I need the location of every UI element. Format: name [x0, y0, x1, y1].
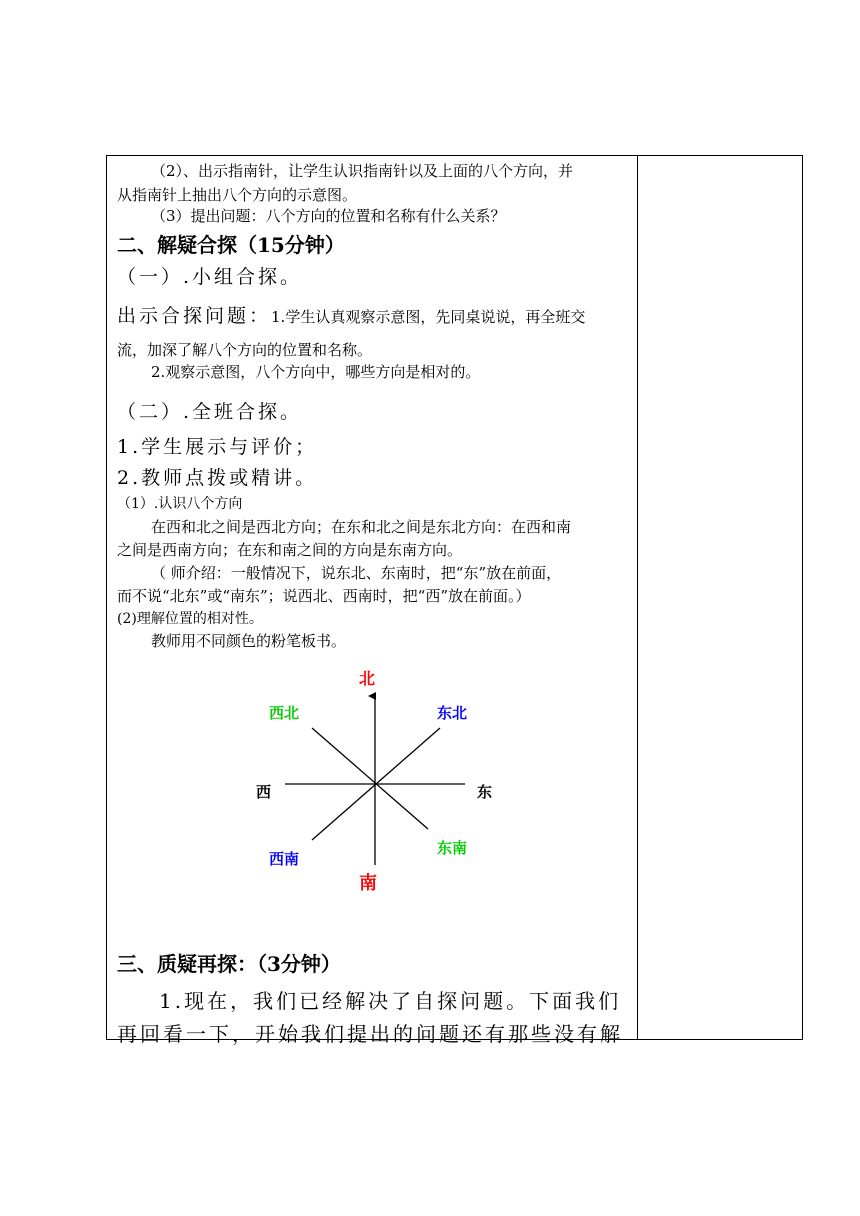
paragraph-review-2: 再回看一下，开始我们提出的问题还有那些没有解 [117, 1022, 623, 1046]
subheading-group-discussion: （一）.小组合探。 [117, 266, 303, 288]
text-directions-1: 在西和北之间是西北方向；在东和北之间是东北方向：在西和南 [151, 518, 572, 536]
text-chalk: 教师用不同颜色的粉笔板书。 [151, 632, 347, 650]
question-block [117, 301, 585, 328]
label-northeast: 东北 [437, 704, 468, 722]
column-divider [637, 156, 638, 1039]
label-south: 南 [359, 873, 377, 894]
text-note-1: （ 师介绍：一般情况下，说东北、东南时，把“东”放在前面， [151, 564, 562, 582]
label-southeast: 东南 [437, 839, 468, 857]
paragraph-compass-intro-1: （2）、出示指南针，让学生认识指南针以及上面的八个方向，并 [151, 162, 574, 180]
label-southwest: 西南 [269, 850, 300, 868]
question-1a: 1.学生认真观察示意图，先同桌说说，再全班交 [271, 308, 586, 326]
text-directions-2: 之间是西南方向；在东和南之间的方向是东南方向。 [117, 541, 463, 559]
paragraph-compass-intro-2: 从指南针上抽出八个方向的示意图。 [117, 186, 358, 204]
label-northwest: 西北 [269, 704, 300, 722]
subsection-2: (2)理解位置的相对性。 [117, 611, 263, 627]
northwest-southeast-axis [312, 728, 428, 829]
question-1b: 流，加深了解八个方向的位置和名称。 [117, 341, 373, 359]
list-item-2: 2.教师点拨或精讲。 [117, 467, 318, 489]
paragraph-review-1: 1.现在，我们已经解决了自探问题。下面我们 [159, 989, 622, 1013]
subheading-class-discussion: （二）.全班合探。 [117, 401, 303, 423]
paragraph-question: （3）提出问题：八个方向的位置和名称有什么关系？ [151, 207, 506, 225]
label-north: 北 [359, 669, 376, 688]
label-west: 西 [256, 783, 272, 801]
text-note-2: 而不说“北东”或“南东”；说西北、西南时，把“西”放在前面。） [117, 587, 531, 605]
label-east: 东 [477, 783, 493, 801]
list-item-1: 1.学生展示与评价； [117, 436, 318, 458]
question-label: 出示合探问题： [117, 305, 272, 327]
compass-diagram [250, 660, 510, 900]
section-heading-3: 三、质疑再探：（3分钟） [117, 952, 341, 976]
section-heading-2: 二、解疑合探（15分钟） [117, 233, 345, 257]
lesson-table [106, 155, 803, 1046]
subsection-1: （1）.认识八个方向 [117, 496, 243, 512]
question-2: 2.观察示意图，八个方向中，哪些方向是相对的。 [151, 363, 481, 381]
